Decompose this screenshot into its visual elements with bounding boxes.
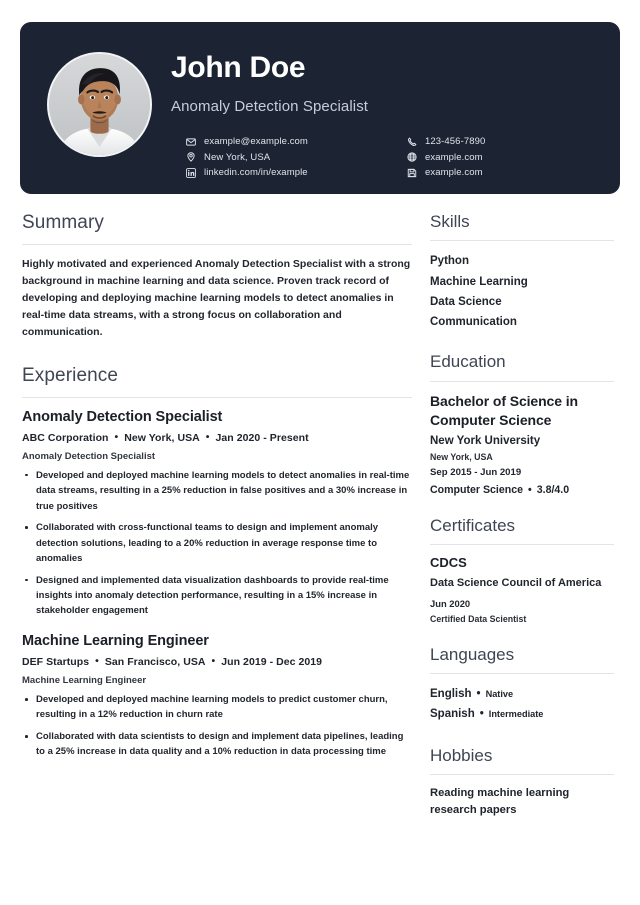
avatar bbox=[47, 52, 152, 157]
experience-item bbox=[22, 633, 412, 760]
language-item bbox=[430, 704, 614, 724]
meta-separator: • bbox=[479, 708, 484, 721]
section-hobbies bbox=[430, 746, 614, 819]
job-title: Anomaly Detection Specialist bbox=[22, 408, 223, 425]
language-level: Native bbox=[485, 688, 514, 699]
section-certificates bbox=[430, 516, 614, 624]
meta-separator: • bbox=[95, 654, 99, 667]
job-bullet: Collaborated with data scientists to design and implement data pipelines, leading to a 25% increase in data quality and a 10% reduction in data processing time bbox=[22, 729, 412, 760]
contact-linkedin-text: linkedin.com/in/example bbox=[204, 167, 308, 178]
language-name: Spanish bbox=[430, 708, 475, 721]
job-bullet: Collaborated with cross-functional teams to design and implement anomaly detection solutions, leading to a 20% reduction in average response time to anomalies bbox=[22, 520, 412, 566]
meta-separator: • bbox=[476, 687, 481, 700]
job-bullets bbox=[22, 692, 412, 760]
contact-email-text: example@example.com bbox=[204, 136, 308, 147]
education-major: Computer Science bbox=[430, 483, 524, 496]
job-meta bbox=[22, 656, 412, 668]
languages-heading: Languages bbox=[430, 644, 515, 664]
section-summary bbox=[22, 212, 412, 341]
job-company: ABC Corporation bbox=[22, 431, 109, 444]
contact-email[interactable] bbox=[184, 134, 308, 149]
meta-separator: • bbox=[528, 483, 532, 496]
profile-photo bbox=[49, 54, 150, 155]
skill-item: Machine Learning bbox=[430, 275, 528, 288]
job-dates: Jun 2019 - Dec 2019 bbox=[221, 655, 323, 668]
certificate-item bbox=[430, 555, 614, 624]
certificate-issuer: Data Science Council of America bbox=[430, 576, 602, 589]
job-location: New York, USA bbox=[124, 431, 200, 444]
summary-text: Highly motivated and experienced Anomaly Detection Specialist with a strong background in machine learning and data science. Proven track record of developing and deploying machine learning models to detect anomalies in real-time data streams, with a strong focus on collaboration and communication. bbox=[22, 257, 411, 338]
main-column bbox=[22, 212, 412, 772]
job-role: Anomaly Detection Specialist bbox=[22, 450, 156, 462]
contact-portfolio[interactable] bbox=[405, 165, 485, 180]
certificates-heading: Certificates bbox=[430, 515, 516, 535]
job-dates: Jan 2020 - Present bbox=[215, 431, 309, 444]
education-item bbox=[430, 392, 614, 496]
header-subtitle: Anomaly Detection Specialist bbox=[171, 98, 369, 115]
job-company: DEF Startups bbox=[22, 655, 90, 668]
languages-divider bbox=[430, 673, 614, 674]
location-pin-icon bbox=[184, 151, 197, 164]
experience-item bbox=[22, 409, 412, 619]
section-education bbox=[430, 352, 614, 495]
hobbies-heading: Hobbies bbox=[430, 745, 493, 765]
page-title: John Doe bbox=[171, 51, 306, 84]
contact-location-text: New York, USA bbox=[204, 151, 271, 163]
education-gpa: 3.8/4.0 bbox=[536, 483, 570, 496]
education-dates: Sep 2015 - Jun 2019 bbox=[430, 466, 522, 478]
summary-heading: Summary bbox=[22, 212, 104, 233]
job-bullet: Developed and deployed machine learning models to predict customer churn, resulting in a 12% reduction in churn rate bbox=[22, 692, 412, 723]
education-divider bbox=[430, 381, 614, 382]
certificates-divider bbox=[430, 544, 614, 545]
education-field bbox=[430, 484, 614, 496]
contact-location bbox=[184, 150, 308, 165]
education-heading: Education bbox=[430, 352, 506, 372]
contact-website[interactable] bbox=[405, 150, 485, 165]
linkedin-icon bbox=[184, 166, 197, 179]
job-bullet: Developed and deployed machine learning models to detect anomalies in real-time data streams, resulting in a 25% reduction in false positives and a 30% increase in true positives bbox=[22, 468, 412, 514]
resume-header bbox=[20, 22, 620, 194]
job-bullets bbox=[22, 468, 412, 619]
contact-website-text: example.com bbox=[425, 151, 483, 163]
section-skills bbox=[430, 212, 614, 332]
job-title: Machine Learning Engineer bbox=[22, 632, 209, 649]
hobby-item: Reading machine learning research papers bbox=[430, 787, 570, 817]
contact-phone-text: 123-456-7890 bbox=[425, 136, 486, 147]
job-meta bbox=[22, 432, 412, 444]
education-degree: Bachelor of Science in Computer Science bbox=[430, 392, 578, 428]
envelope-icon bbox=[184, 135, 197, 148]
sidebar-column bbox=[430, 212, 614, 821]
job-bullet: Designed and implemented data visualization dashboards to provide real-time insights into anomaly detection performance, resulting in a 15% increase in stakeholder engagement bbox=[22, 573, 412, 619]
phone-icon bbox=[405, 135, 418, 148]
meta-separator: • bbox=[205, 430, 210, 443]
language-item bbox=[430, 684, 614, 704]
experience-divider bbox=[22, 397, 412, 398]
certificate-date: Jun 2020 bbox=[430, 597, 471, 609]
skills-divider bbox=[430, 240, 614, 241]
meta-separator: • bbox=[114, 430, 119, 443]
education-location: New York, USA bbox=[430, 451, 493, 462]
meta-separator: • bbox=[211, 654, 216, 667]
globe-icon bbox=[405, 151, 418, 164]
contact-list-right bbox=[405, 134, 485, 181]
section-experience bbox=[22, 365, 412, 760]
contact-portfolio-text: example.com bbox=[425, 167, 483, 178]
skill-item: Python bbox=[430, 255, 469, 268]
contact-linkedin[interactable] bbox=[184, 165, 308, 180]
certificate-description: Certified Data Scientist bbox=[430, 613, 527, 624]
contact-list-left bbox=[184, 134, 308, 181]
section-languages bbox=[430, 645, 614, 725]
skill-item: Data Science bbox=[430, 295, 502, 308]
skill-item: Communication bbox=[430, 316, 517, 329]
language-name: English bbox=[430, 687, 472, 700]
certificate-name: CDCS bbox=[430, 554, 467, 570]
hobbies-divider bbox=[430, 774, 614, 775]
language-level: Intermediate bbox=[488, 709, 544, 720]
summary-divider bbox=[22, 244, 412, 245]
experience-heading: Experience bbox=[22, 364, 119, 386]
job-location: San Francisco, USA bbox=[104, 655, 206, 668]
save-icon bbox=[405, 166, 418, 179]
contact-phone[interactable] bbox=[405, 134, 485, 149]
education-school: New York University bbox=[430, 434, 541, 447]
skills-heading: Skills bbox=[430, 212, 470, 231]
job-role: Machine Learning Engineer bbox=[22, 674, 147, 686]
